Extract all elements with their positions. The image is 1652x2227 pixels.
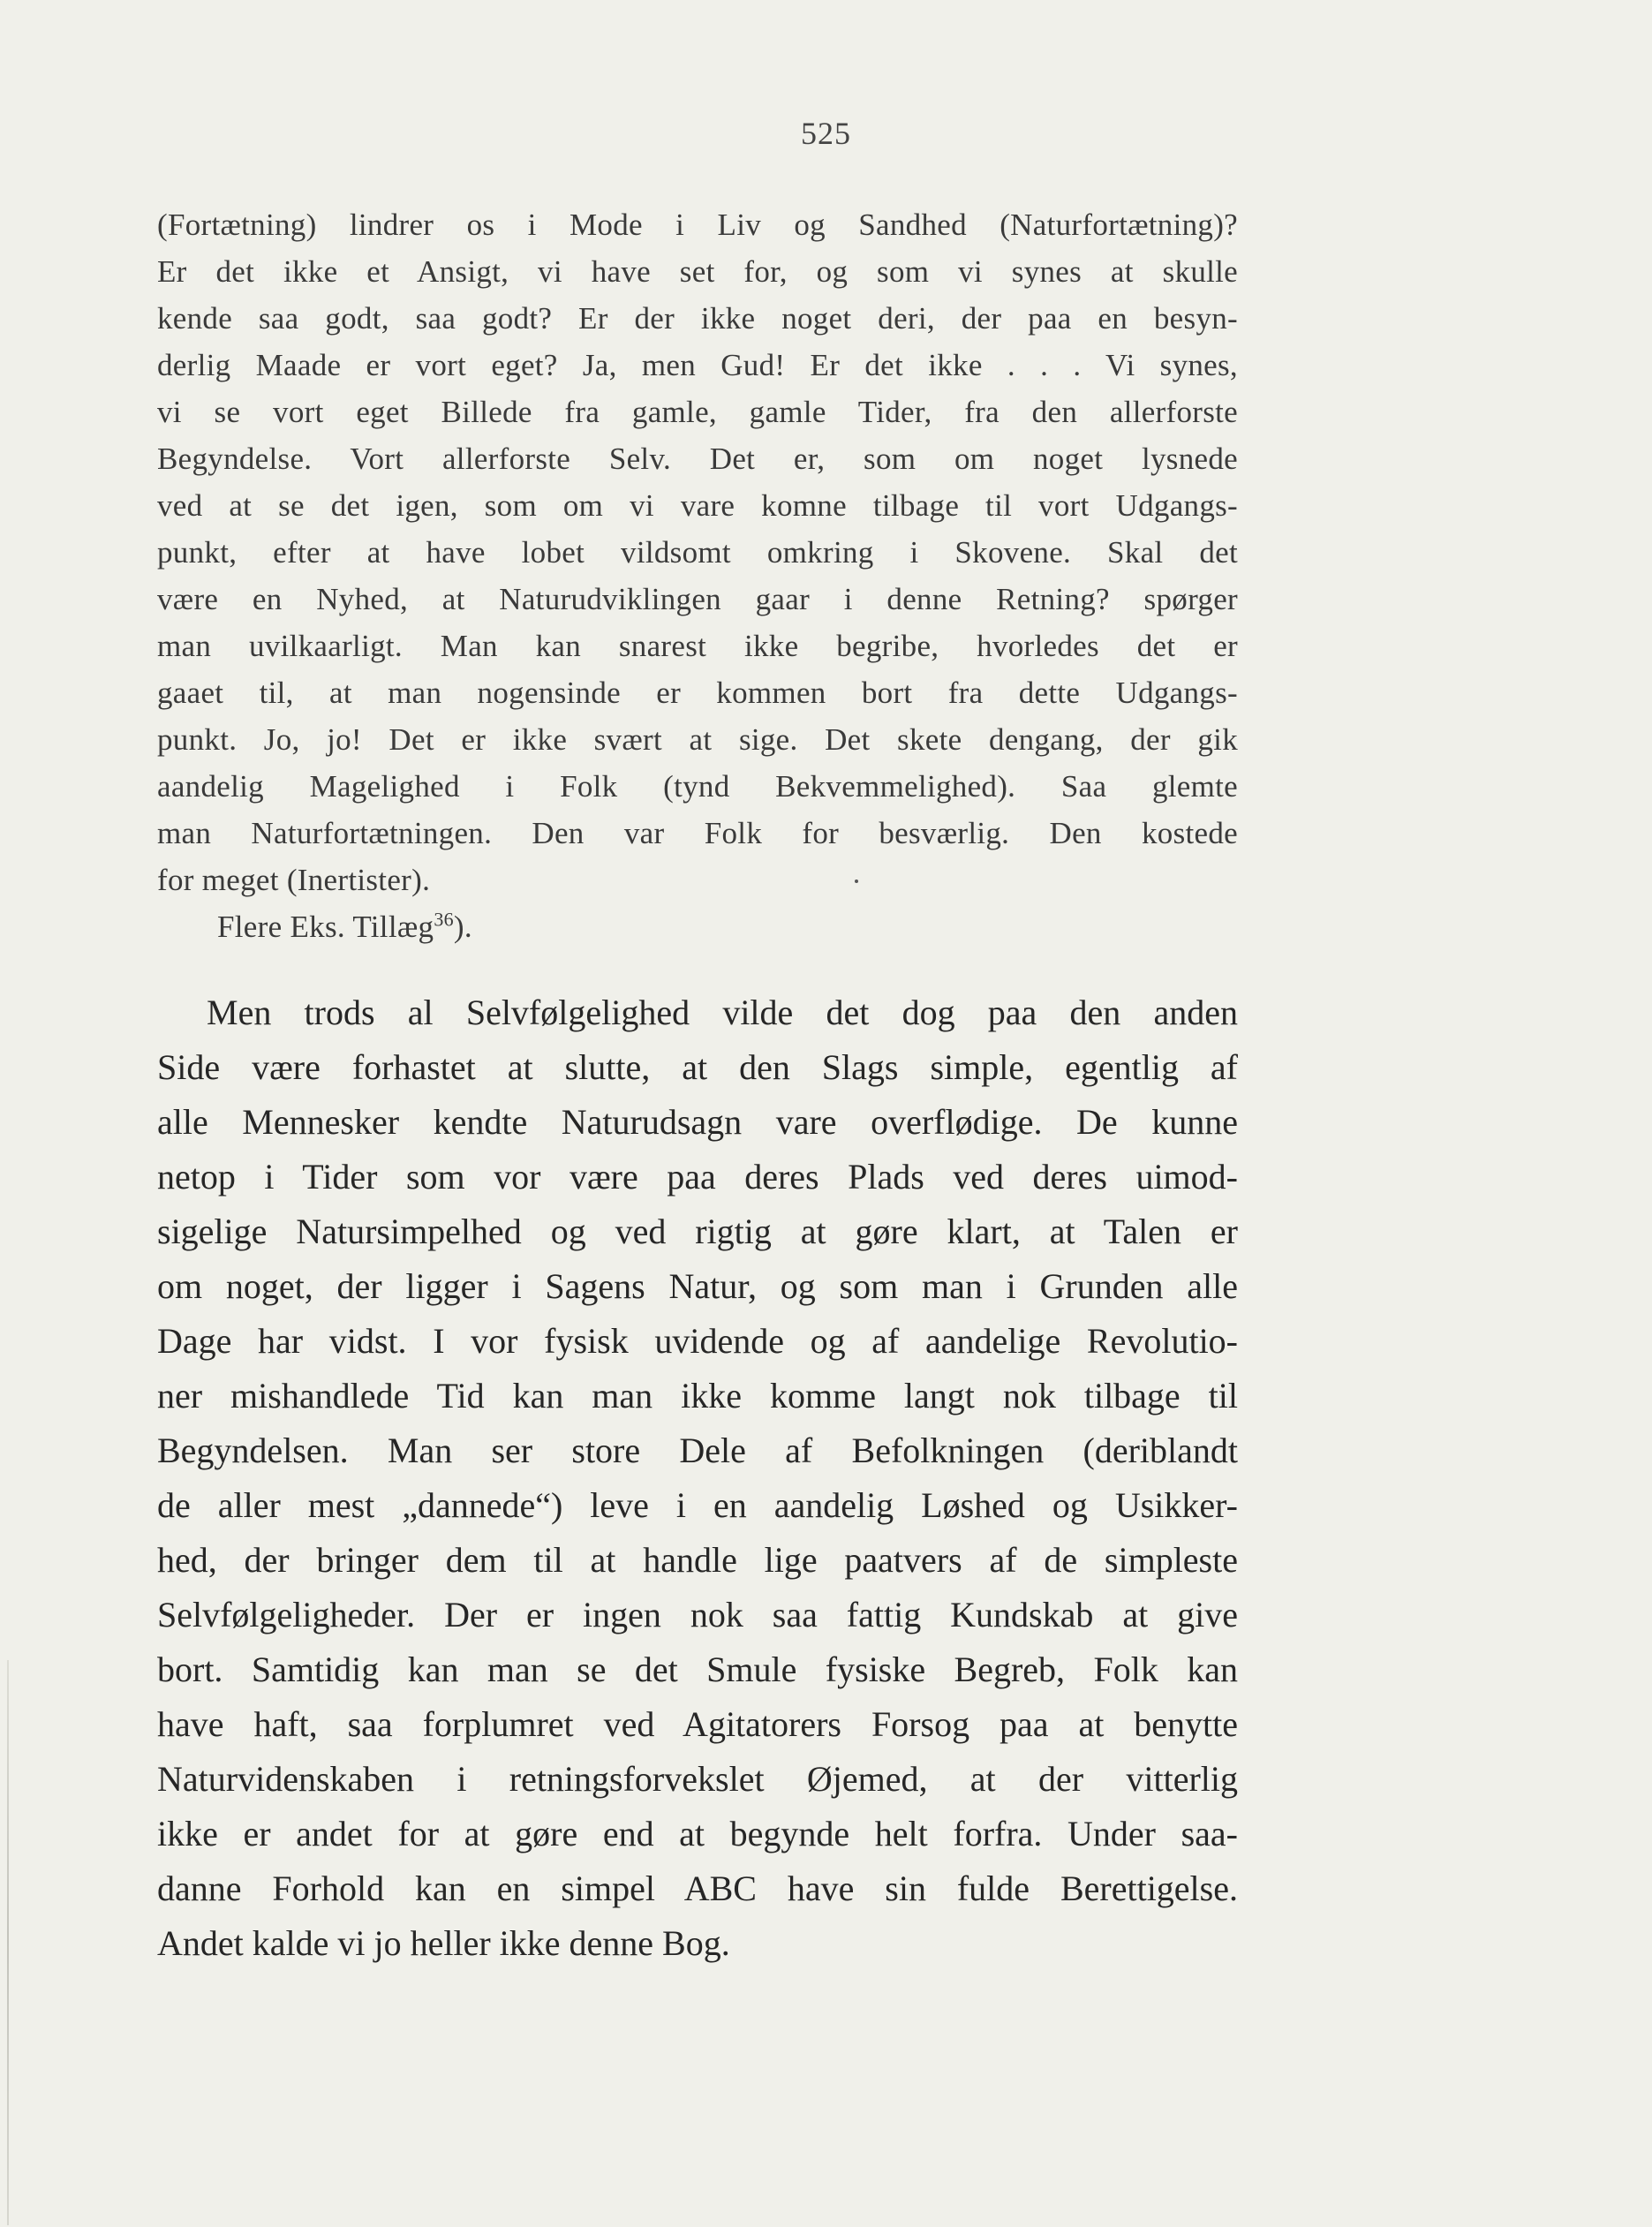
text-line: ner mishandlede Tid kan man ikke komme langt nok tilbage til xyxy=(157,1376,1238,1415)
text-line: Begyndelse. Vort allerforste Selv. Det er, som om noget lysnede xyxy=(157,442,1238,476)
text-line: Andet kalde vi jo heller ikke denne Bog. xyxy=(157,1923,730,1963)
note-text: Flere Eks. Tillæg xyxy=(217,910,434,944)
text-line: aandelig Magelighed i Folk (tynd Bekvemmelighed). Saa glemte xyxy=(157,769,1238,804)
text-line: ikke er andet for at gøre end at begynde helt forfra. Under saa- xyxy=(157,1814,1238,1853)
text-line: Naturvidenskaben i retningsforvekslet Øjemed, at der vitterlig xyxy=(157,1759,1238,1799)
text-line: Dage har vidst. I vor fysisk uvidende og af aandelige Revolutio- xyxy=(157,1321,1238,1361)
note-superscript: 36 xyxy=(434,908,454,931)
main-paragraph xyxy=(157,985,1238,1971)
text-line: alle Mennesker kendte Naturudsagn vare overflødige. De kunne xyxy=(157,1102,1238,1142)
text-line: Selvfølgeligheder. Der er ingen nok saa fattig Kundskab at give xyxy=(157,1595,1238,1634)
text-line: Begyndelsen. Man ser store Dele af Befolkningen (deriblandt xyxy=(157,1431,1238,1470)
text-line: punkt, efter at have lobet vildsomt omkring i Skovene. Skal det xyxy=(157,535,1238,570)
note-suffix: ). xyxy=(453,910,472,944)
ink-speck xyxy=(855,879,858,883)
text-line: derlig Maade er vort eget? Ja, men Gud! Er det ikke . . . Vi synes, xyxy=(157,348,1238,382)
page-number: 525 xyxy=(801,116,851,151)
text-line: gaaet til, at man nogensinde er kommen bort fra dette Udgangs- xyxy=(157,676,1238,710)
text-line: danne Forhold kan en simpel ABC have sin fulde Berettigelse. xyxy=(157,1868,1238,1908)
text-line: netop i Tider som vor være paa deres Plads ved deres uimod- xyxy=(157,1157,1238,1197)
text-line: sigelige Natursimpelhed og ved rigtig at gøre klart, at Talen er xyxy=(157,1212,1238,1251)
text-line: have haft, saa forplumret ved Agitatorers Forsog paa at benytte xyxy=(157,1704,1238,1744)
text-line: kende saa godt, saa godt? Er der ikke noget deri, der paa en besyn- xyxy=(157,301,1238,336)
text-line: man Naturfortætningen. Den var Folk for besværlig. Den kostede xyxy=(157,816,1238,850)
text-line: bort. Samtidig kan man se det Smule fysiske Begreb, Folk kan xyxy=(157,1649,1238,1689)
text-line: Side være forhastet at slutte, at den Slags simple, egentlig af xyxy=(157,1047,1238,1087)
page-edge-shadow xyxy=(7,1660,9,2225)
text-line: (Fortætning) lindrer os i Mode i Liv og Sandhed (Naturfortætning)? xyxy=(157,208,1238,242)
text-line: de aller mest „dannede“) leve i en aandelig Løshed og Usikker- xyxy=(157,1485,1238,1525)
text-line: man uvilkaarligt. Man kan snarest ikke begribe, hvorledes det er xyxy=(157,629,1238,663)
text-line: punkt. Jo, jo! Det er ikke svært at sige. Det skete dengang, der gik xyxy=(157,722,1238,757)
text-line: for meget (Inertister). xyxy=(157,863,431,897)
text-line: Er det ikke et Ansigt, vi have set for, og som vi synes at skulle xyxy=(157,254,1238,289)
text-line: ved at se det igen, som om vi vare komne tilbage til vort Udgangs- xyxy=(157,488,1238,523)
text-line: være en Nyhed, at Naturudviklingen gaar i denne Retning? spørger xyxy=(157,582,1238,616)
text-line: om noget, der ligger i Sagens Natur, og som man i Grunden alle xyxy=(157,1266,1238,1306)
text-line: hed, der bringer dem til at handle lige paatvers af de simpleste xyxy=(157,1540,1238,1580)
text-line: Men trods al Selvfølgelighed vilde det dog paa den anden xyxy=(207,993,1238,1032)
text-line: vi se vort eget Billede fra gamle, gamle Tider, fra den allerforste xyxy=(157,395,1238,429)
small-print-passage xyxy=(157,201,1238,950)
note-reference-line xyxy=(157,903,1238,950)
